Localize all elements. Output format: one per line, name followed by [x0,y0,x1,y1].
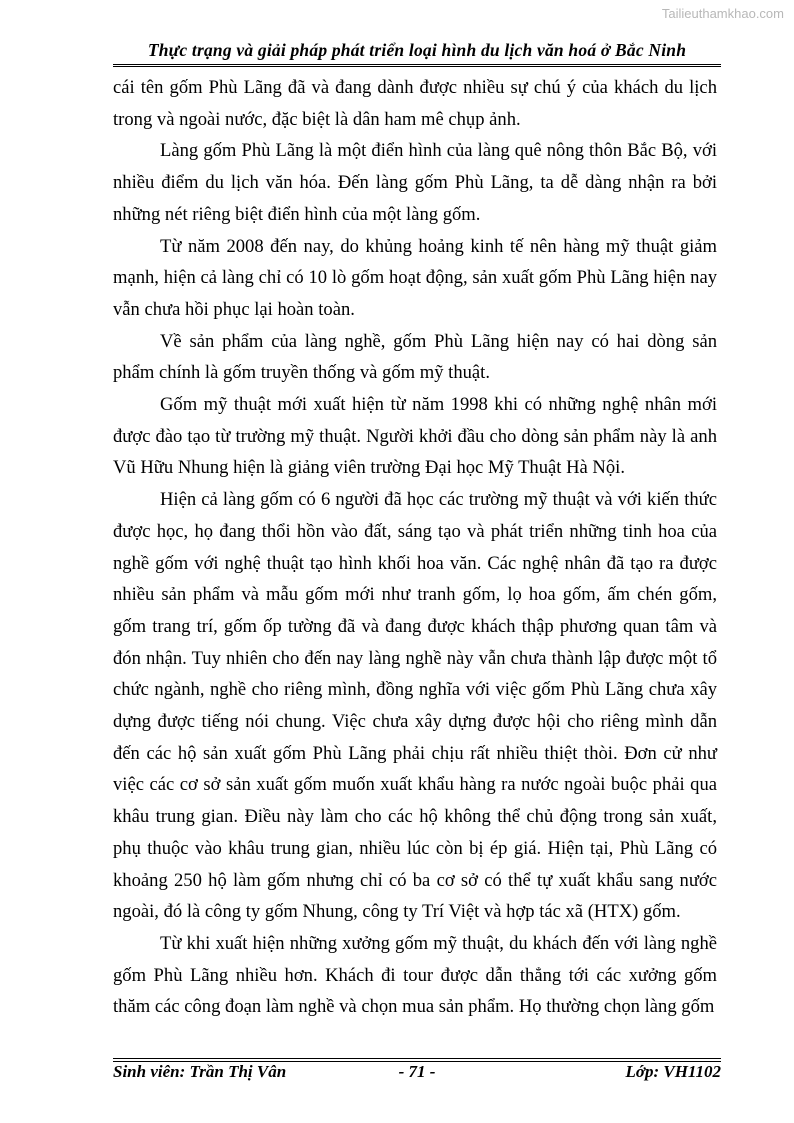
paragraph-continued: cái tên gốm Phù Lãng đã và đang dành được nhiều sự chú ý của khách du lịch trong và ngoài nước, đặc biệt là dân ham mê chụp ảnh. [113,77,717,130]
page-number: - 71 - [398,1062,436,1081]
footer-student: Sinh viên: Trần Thị Vân [113,1062,287,1081]
header-rule [113,64,721,65]
paragraph: Làng gốm Phù Lãng là một điển hình của làng quê nông thôn Bắc Bộ, với nhiều điểm du lịch văn hóa. Đến làng gốm Phù Lãng, ta dễ dàng nhận ra bởi những nét riêng biệt điển hình của một làng gốm. [113,140,717,225]
body-text [113,72,717,1023]
paragraph: Gốm mỹ thuật mới xuất hiện từ năm 1998 khi có những nghệ nhân mới được đào tạo từ trường mỹ thuật. Người khởi đầu cho dòng sản phẩm này là anh Vũ Hữu Nhung hiện là giảng viên trường Đại học Mỹ Thuật Hà Nội. [113,394,717,479]
paragraph: Hiện cả làng gốm có 6 người đã học các trường mỹ thuật và với kiến thức được học, họ đang thổi hồn vào đất, sáng tạo và phát triển những tinh hoa của nghề gốm với nghệ thuật tạo hình khối hoa văn. Các nghệ nhân đã tạo ra được nhiều sản phẩm và mẫu gốm mới như tranh gốm, lọ hoa gốm, ấm chén gốm, gốm trang trí, gốm ốp tường đã và đang được khách thập phương quan tâm và đón nhận. Tuy nhiên cho đến nay làng nghề này vẫn chưa thành lập được một tổ chức ngành, nghề cho riêng mình, đồng nghĩa với việc gốm Phù Lãng chưa xây dựng được tiếng nói chung. Việc chưa xây dựng được hội cho riêng mình dẫn đến các hộ sản xuất gốm Phù Lãng phải chịu rất nhiều thiệt thòi. Đơn cử như việc các cơ sở sản xuất gốm muốn xuất khẩu hàng ra nước ngoài buộc phải qua khâu trung gian. Điều này làm cho các hộ không thể chủ động trong sản xuất, phụ thuộc vào khâu trung gian, nhiều lúc còn bị ép giá. Hiện tại, Phù Lãng có khoảng 250 hộ làm gốm nhưng chỉ có ba cơ sở có thể tự xuất khẩu sang nước ngoài, đó là công ty gốm Nhung, công ty Trí Việt và hợp tác xã (HTX) gốm. [113,489,717,923]
paragraph: Từ năm 2008 đến nay, do khủng hoảng kinh tế nên hàng mỹ thuật giảm mạnh, hiện cả làng chỉ có 10 lò gốm hoạt động, sản xuất gốm Phù Lãng hiện nay vẫn chưa hồi phục lại hoàn toàn. [113,235,717,320]
paragraph: Từ khi xuất hiện những xưởng gốm mỹ thuật, du khách đến với làng nghề gốm Phù Lãng nhiều hơn. Khách đi tour được dẫn thẳng tới các xưởng gốm thăm các công đoạn làm nghề và chọn mua sản phẩm. Họ thường chọn làng gốm [113,932,717,1018]
watermark: Tailieuthamkhao.com [661,6,784,21]
running-header: Thực trạng và giải pháp phát triển loại hình du lịch văn hoá ở Bắc Ninh [147,40,687,60]
page-footer [113,1062,721,1088]
footer-rule [113,1058,721,1059]
header-rule-thin [113,66,721,67]
paragraph: Về sản phẩm của làng nghề, gốm Phù Lãng hiện nay có hai dòng sản phẩm chính là gốm truyền thống và gốm mỹ thuật. [113,330,717,384]
footer-class: Lớp: VH1102 [625,1062,721,1081]
